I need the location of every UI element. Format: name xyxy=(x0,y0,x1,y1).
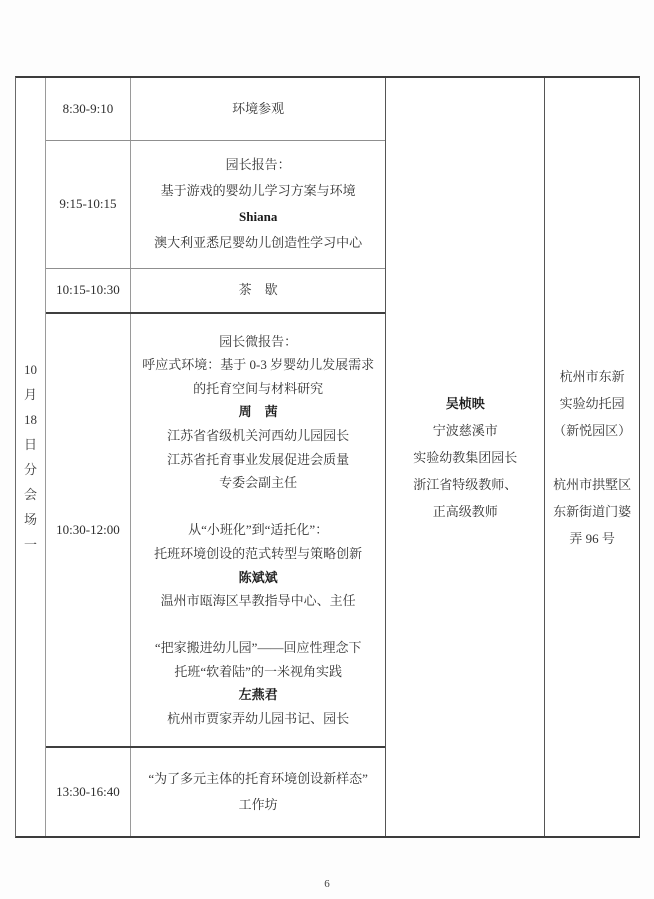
table-row xyxy=(46,269,385,314)
text-line: 江苏省托育事业发展促进会质量 xyxy=(167,451,350,467)
text-line: 陈斌斌 xyxy=(238,569,278,585)
text-line: “为了多元主体的托育环境创设新样态” xyxy=(148,771,368,787)
text-line: 弄 96 号 xyxy=(569,530,615,546)
text-line xyxy=(257,613,260,637)
session-label-char: 分 xyxy=(23,462,37,477)
text-line: 从“小班化”到“适托化”： xyxy=(188,522,329,538)
text-line: 专委会副主任 xyxy=(219,475,298,491)
text-line: 托班“软着陆”的一米视角实践 xyxy=(174,663,342,679)
time-content-columns xyxy=(46,78,386,836)
content-cell xyxy=(131,269,385,312)
table-row xyxy=(46,314,385,749)
text-line: 基于游戏的婴幼儿学习方案与环境 xyxy=(160,183,356,199)
text-line: 园长微报告： xyxy=(219,333,298,349)
table-row xyxy=(46,141,385,269)
time-cell: 9:15-10:15 xyxy=(46,141,131,268)
time-cell: 8:30-9:10 xyxy=(46,78,131,140)
text-line: 工作坊 xyxy=(238,797,278,813)
page-number: 6 xyxy=(324,878,330,890)
text-line: “把家搬进幼儿园”——回应性理念下 xyxy=(154,640,362,656)
speaker-column xyxy=(386,78,545,836)
text-line: 正高级教师 xyxy=(432,503,498,519)
content-cell xyxy=(131,78,385,140)
session-label-char: 月 xyxy=(23,387,37,402)
session-label-char: 场 xyxy=(23,512,37,527)
session-label-column xyxy=(16,78,46,836)
session-label-char: 会 xyxy=(23,487,37,502)
venue-column xyxy=(545,78,639,836)
text-line: 实验幼托园 xyxy=(559,395,625,411)
time-cell: 13:30-16:40 xyxy=(46,748,131,836)
time-cell: 10:15-10:30 xyxy=(46,269,131,312)
schedule-table xyxy=(15,76,640,838)
session-label-char: 日 xyxy=(23,437,37,452)
text-line: 温州市瓯海区早教指导中心、主任 xyxy=(160,593,356,609)
time-cell: 10:30-12:00 xyxy=(46,314,131,747)
session-label-char: 一 xyxy=(23,537,37,552)
text-line: 呼应式环境：基于 0-3 岁婴幼儿发展需求 xyxy=(142,357,375,373)
content-cell xyxy=(131,141,385,268)
text-line xyxy=(590,444,593,471)
text-line: 杭州市东新 xyxy=(559,368,625,384)
text-line: 浙江省特级教师、 xyxy=(413,476,518,492)
session-label-char: 10 xyxy=(23,362,37,377)
text-line: 周 茜 xyxy=(238,404,278,420)
text-line: 杭州市贾家弄幼儿园书记、园长 xyxy=(167,711,350,727)
text-line: （新悦园区） xyxy=(553,422,632,438)
text-line: 杭州市拱墅区 xyxy=(553,476,632,492)
text-line: 实验幼教集团园长 xyxy=(413,449,518,465)
content-cell xyxy=(131,748,385,836)
text-line: 园长报告： xyxy=(225,157,291,173)
text-line: 吴桢映 xyxy=(445,395,485,411)
text-line: 宁波慈溪市 xyxy=(432,422,498,438)
table-row xyxy=(46,748,385,836)
session-label-char: 18 xyxy=(23,412,37,427)
text-line: 江苏省省级机关河西幼儿园园长 xyxy=(167,427,350,443)
table-row xyxy=(46,78,385,141)
text-line: 茶 歇 xyxy=(238,282,278,298)
text-line xyxy=(257,495,260,519)
text-line: 东新街道门婆 xyxy=(553,503,632,519)
text-line: 托班环境创设的范式转型与策略创新 xyxy=(154,545,363,561)
text-line: 的托育空间与材料研究 xyxy=(193,380,324,396)
text-line: 左燕君 xyxy=(238,687,278,703)
text-line: 环境参观 xyxy=(232,100,285,116)
text-line: Shiana xyxy=(239,209,278,225)
text-line: 澳大利亚悉尼婴幼儿创造性学习中心 xyxy=(154,235,363,251)
content-cell xyxy=(131,314,385,747)
